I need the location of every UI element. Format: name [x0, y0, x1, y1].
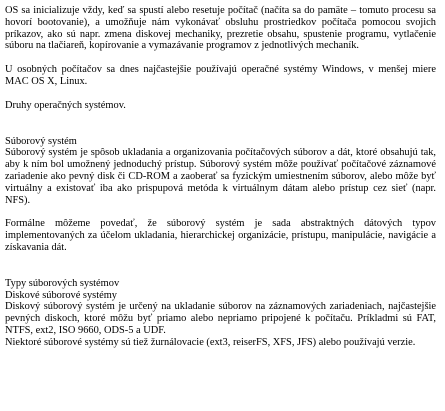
paragraph-journaling: Niektoré súborové systémy sú tiež žurnálovacie (ext3, reiserFS, XFS, JFS) alebo používajú verzie. — [5, 336, 416, 348]
heading-file-system: Súborový systém — [5, 135, 77, 147]
heading-disk-file-systems: Diskové súborové systémy — [5, 289, 117, 301]
paragraph-os-intro: OS sa inicializuje vždy, keď sa spustí alebo resetuje počítač (načíta sa do pamäte – tomuto procesu sa hovorí bootovanie), a umožňuje nám vykonávať obsluhu prostriedkov počítača pomocou svojich príkazov, ako sú napr. zmena diskovej mechaniky, prezretie obsahu, spustenie programu, vytlačenie súboru na tlačiareň, kopírovanie a vymazávanie programov z jednotlivých mechaník. — [5, 5, 436, 52]
paragraph-personal-computers: U osobných počítačov sa dnes najčastejšie používajú operačné systémy Windows, v menšej miere MAC OS X, Linux. — [5, 64, 436, 87]
heading-os-types: Druhy operačných systémov. — [5, 99, 126, 111]
document-body — [5, 5, 436, 349]
paragraph-spacer — [5, 88, 436, 100]
paragraph-spacer — [5, 254, 436, 278]
paragraph-spacer — [5, 112, 436, 136]
heading-file-system-types: Typy súborových systémov — [5, 277, 120, 289]
paragraph-formal-definition: Formálne môžeme povedať, že súborový systém je sada abstraktných dátových typov implementovaných za účelom ukladania, hierarchickej organizácie, prístupu, manipulácie, navigácie a získavania dát. — [5, 218, 436, 253]
paragraph-spacer — [5, 52, 436, 64]
paragraph-spacer — [5, 206, 436, 218]
paragraph-file-system-definition: Súborový systém je spôsob ukladania a organizovania počítačových súborov a dát, ktoré obsahujú tak, aby k ním bol umožnený jednoduchý prístup. Súborový systém môže používať počítačové záznamové zariadenie ako pevný disk či CD-ROM a zaoberať sa fyzickým umiestnením súborov, alebo môže byť virtuálny a existovať iba ako prispupová metóda k virtuálnym dátam alebo prístup cez sieť (napr. NFS). — [5, 147, 436, 206]
paragraph-disk-file-systems: Diskový súborový systém je určený na ukladanie súborov na záznamových zariadeniach, najčastejšie pevných diskoch, ktoré môžu byť priamo alebo nepriamo pripojené k počítaču. Príkladmi sú FAT, NTFS, ext2, ISO 9660, ODS-5 a UDF. — [5, 301, 436, 336]
